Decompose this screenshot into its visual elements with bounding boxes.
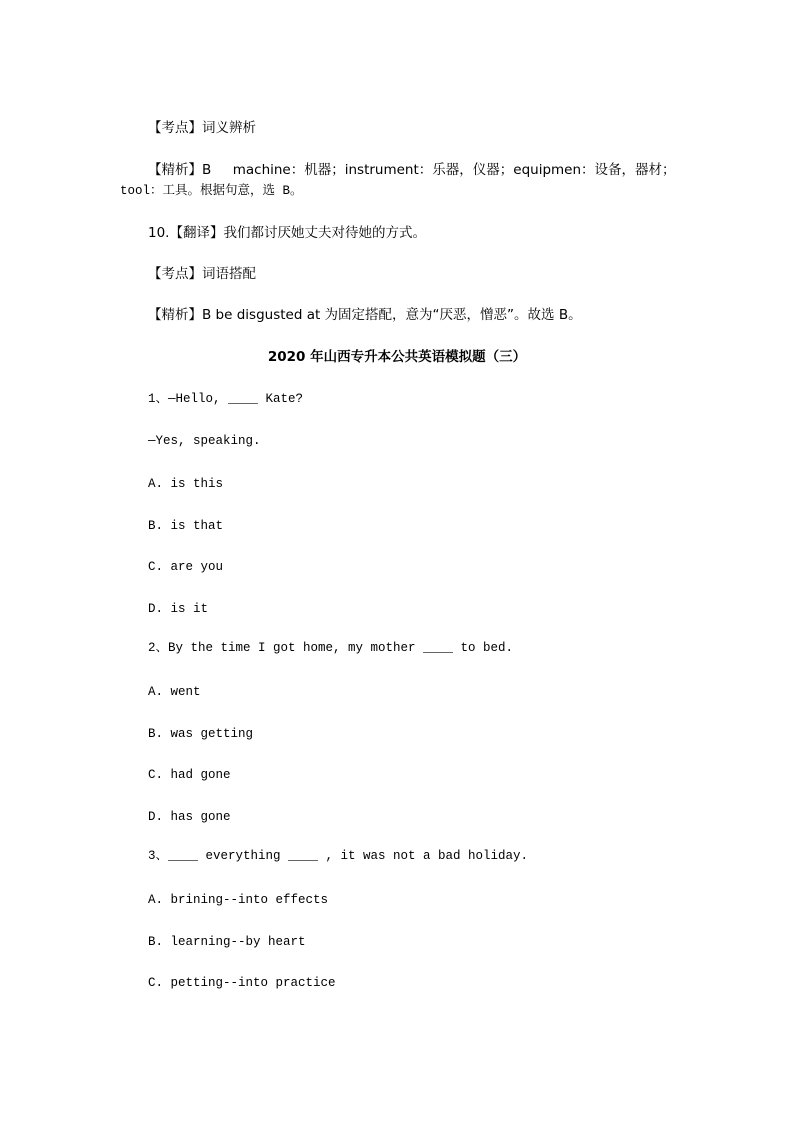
question-3-option-c: C. petting--into practice: [148, 976, 336, 990]
question-2-option-b: B. was getting: [148, 727, 254, 741]
question-2-stem: 2、By the time I got home, my mother ____ to bed.: [148, 641, 514, 655]
question-1-option-a: A. is this: [148, 477, 224, 491]
question-1-stem: 1、—Hello, ____ Kate?: [148, 392, 304, 406]
kaodian-word-meaning: 【考点】词义辨析: [148, 120, 256, 136]
question-10-translation: 10.【翻译】我们都讨厌她丈夫对待她的方式。: [148, 225, 426, 241]
question-1-option-c: C. are you: [148, 560, 224, 574]
question-2-option-c: C. had gone: [148, 768, 231, 782]
section-title: 2020 年山西专升本公共英语模拟题（三）: [267, 349, 527, 365]
jingxi-analysis-line-1: 【精析】B machine：机器；instrument：乐器，仪器；equipmen：设备，器材；: [148, 162, 676, 178]
question-2-option-a: A. went: [148, 685, 201, 699]
jingxi-analysis-line-2: tool：工具。根据句意，选 B。: [120, 184, 303, 198]
question-3-option-b: B. learning--by heart: [148, 935, 306, 949]
kaodian-collocation: 【考点】词语搭配: [148, 266, 256, 282]
question-3-stem: 3、____ everything ____ , it was not a bad holiday.: [148, 849, 529, 863]
question-3-option-a: A. brining--into effects: [148, 893, 329, 907]
question-1-option-b: B. is that: [148, 519, 224, 533]
question-2-option-d: D. has gone: [148, 810, 231, 824]
jingxi-collocation-analysis: 【精析】B be disgusted at 为固定搭配，意为“厌恶，憎恶”。故选 B。: [148, 307, 582, 323]
question-1-reply: —Yes, speaking.: [148, 434, 261, 448]
question-1-option-d: D. is it: [148, 602, 209, 616]
